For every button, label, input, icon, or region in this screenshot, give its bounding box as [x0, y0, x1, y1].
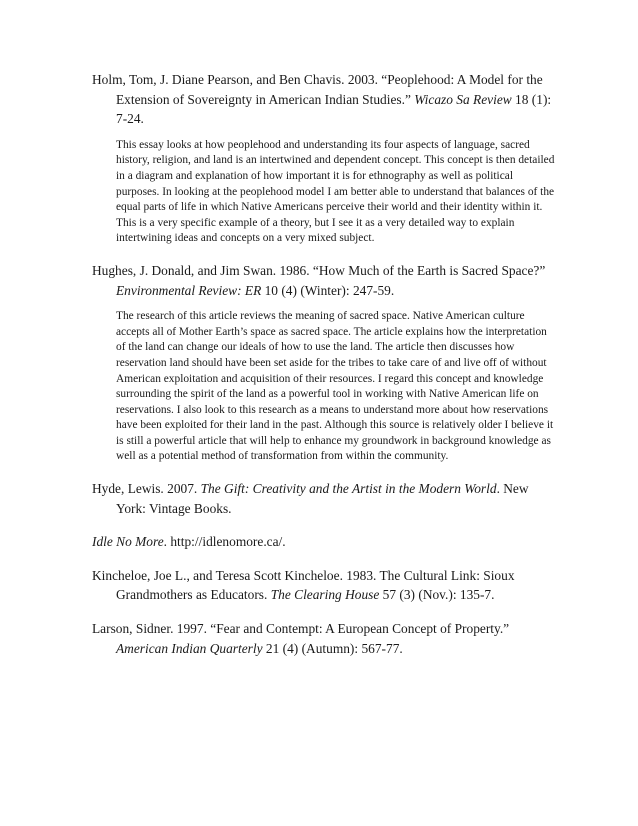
citation: Hughes, J. Donald, and Jim Swan. 1986. “How Much of the Earth is Sacred Space?” Environmental Review: ER 10 (4) (Winter): 247-59.: [92, 262, 546, 298]
annotation: The research of this article reviews the meaning of sacred space. Native American culture accepts all of Mother Earth’s space as sacred space. The article explains how the interpretation of the land can change our ideals of how to use the land. The article then discusses how reservation land should have been set aside for the tribes to take care of and live off of without American exploitation and acquisition of their resources. I regard this concept and knowledge surrounding the spirit of the land as a powerful tool in working with Native American life on reservations. I also look to this research as a means to understand more about how reservations have been exploited for their land in the past. Although this source is relatively older I believe it is still a powerful article that will help to enhance my groundwork in background knowledge as well as a potential method of transformation from within the community.: [116, 310, 554, 463]
bib-entry-kincheloe: [92, 566, 558, 605]
bib-entry-holm: [92, 70, 558, 247]
citation: Idle No More. http://idlenomore.ca/.: [92, 534, 286, 550]
annotation: This essay looks at how peoplehood and understanding its four aspects of language, sacred history, religion, and land is an intertwined and dependent concept. This concept is then detailed in a diagram and explanation of how important it is for ethnography as well as political purposes. In looking at the peoplehood model I am better able to understand that balances of the equal parts of life in which Native Americans perceive their world and their identity within it. This is a very specific example of a theory, but I see it as a very detailed way to explain intertwining ideas and concepts on a very mixed subject.: [116, 138, 555, 245]
bib-entry-larson: [92, 619, 558, 658]
citation: Larson, Sidner. 1997. “Fear and Contempt: A European Concept of Property.” American Indian Quarterly 21 (4) (Autumn): 567-77.: [92, 621, 510, 656]
citation: Kincheloe, Joe L., and Teresa Scott Kincheloe. 1983. The Cultural Link: Sioux Grandmothers as Educators. The Clearing House 57 (3) (Nov.): 135-7.: [92, 567, 515, 603]
bib-entry-hyde: [92, 479, 558, 518]
citation: Holm, Tom, J. Diane Pearson, and Ben Chavis. 2003. “Peoplehood: A Model for the Extension of Sovereignty in American Indian Studies.” Wicazo Sa Review 18 (1): 7-24.: [92, 72, 552, 127]
citation: Hyde, Lewis. 2007. The Gift: Creativity and the Artist in the Modern World. New York: Vintage Books.: [92, 481, 529, 516]
bib-entry-idle-no-more: [92, 532, 558, 552]
bib-entry-hughes: [92, 261, 558, 465]
